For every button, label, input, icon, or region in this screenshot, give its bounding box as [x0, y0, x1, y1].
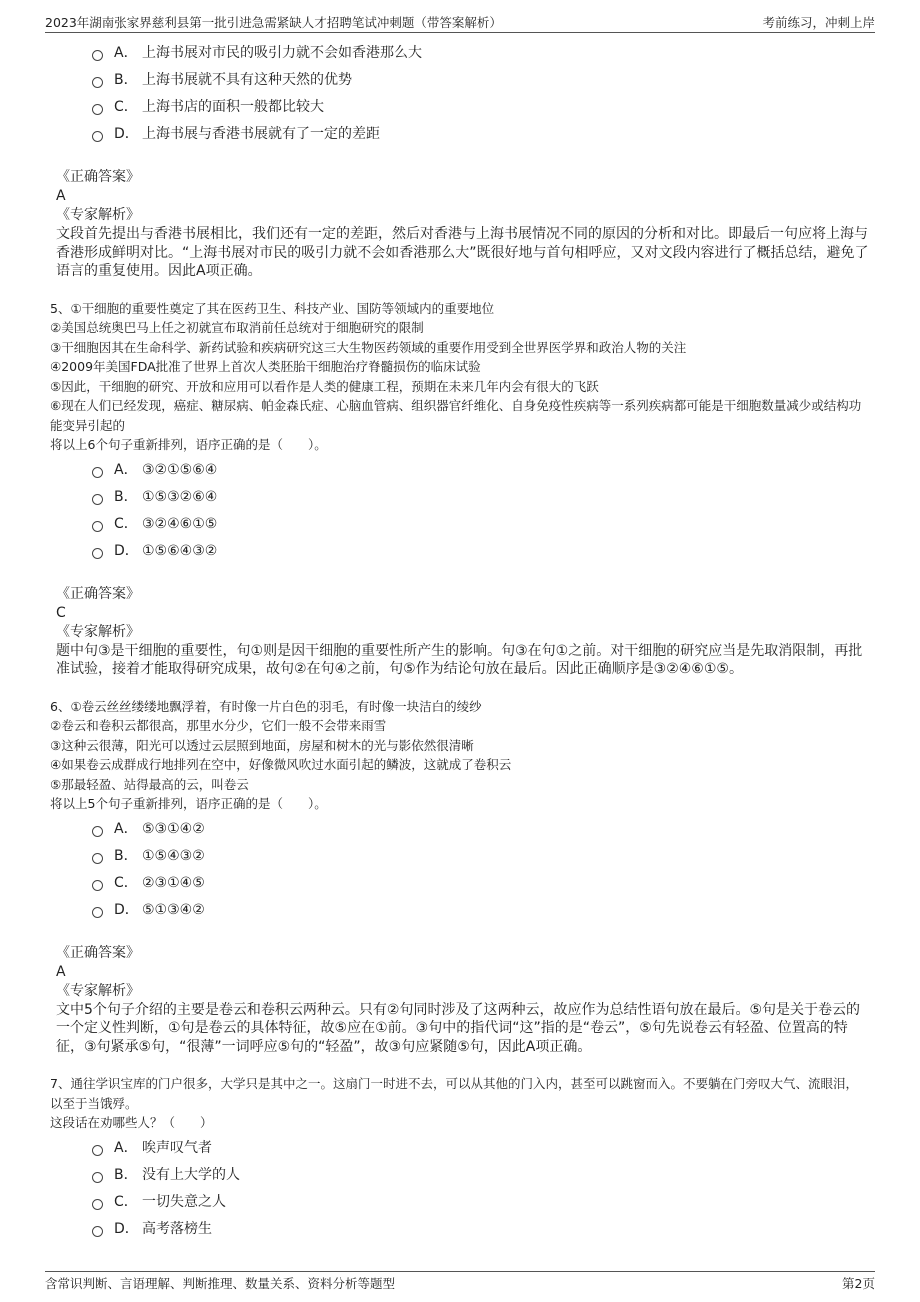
question-7 [50, 1074, 870, 1133]
q7-options [92, 1135, 870, 1243]
q5-option-c[interactable]: C． ③②④⑥①⑤ [92, 511, 870, 538]
radio-icon[interactable] [92, 1199, 103, 1210]
explanation-text: 题中句③是干细胞的重要性，句①则是因干细胞的重要性所产生的影响。句③在句①之前。对干细胞的研究应当是先取消限制，再批准试验，接着才能取得研究成果，故句②在句④之前，句⑤作为结论句放在最后。因此正确顺序是③②④⑥①⑤。 [56, 642, 863, 677]
radio-icon[interactable] [92, 467, 103, 478]
q5-option-a[interactable]: A． ③②①⑤⑥④ [92, 457, 870, 484]
sentence: ②美国总统奥巴马上任之初就宣布取消前任总统对于细胞研究的限制 [50, 320, 424, 335]
q7-option-d[interactable]: D． 高考落榜生 [92, 1216, 870, 1243]
question-prompt: 将以上6个句子重新排列，语序正确的是（ ）。 [50, 437, 327, 452]
q4-option-b[interactable]: B． 上海书展就不具有这种天然的优势 [92, 67, 870, 94]
q6-option-c[interactable]: C． ②③①④⑤ [92, 870, 870, 897]
radio-icon[interactable] [92, 50, 103, 61]
answer-value: A [56, 963, 66, 980]
question-stem: 6、①卷云丝丝缕缕地飘浮着，有时像一片白色的羽毛，有时像一块洁白的绫纱 [50, 698, 482, 714]
page-number: 第2页 [842, 1276, 875, 1291]
sentence: ⑤那最轻盈、站得最高的云，叫卷云 [50, 776, 249, 792]
q6-option-d[interactable]: D． ⑤①③④② [92, 897, 870, 924]
sentence: ⑤因此，干细胞的研究、开放和应用可以看作是人类的健康工程，预期在未来几年内会有很大的飞跃 [50, 378, 599, 394]
q7-option-b[interactable]: B． 没有上大学的人 [92, 1162, 870, 1189]
answer-label: 《正确答案》 [56, 944, 140, 961]
q6-answer-block [50, 944, 870, 1057]
header-slogan: 考前练习，冲刺上岸 [762, 15, 875, 30]
answer-label: 《正确答案》 [56, 585, 140, 602]
radio-icon[interactable] [92, 548, 103, 559]
explanation-text: 文中5个句子介绍的主要是卷云和卷积云两种云。只有②句同时涉及了这两种云，故应作为总结性语句放在最后。⑤句是关于卷云的一个定义性判断，①句是卷云的具体特征，故⑤应在①前。③句中的指代词“这”指的是“卷云”，⑤句先说卷云有轻盈、位置高的特征，③句紧承⑤句，“很薄”一词呼应⑤句的“轻盈”，故③句应紧随⑤句，因此A项正确。 [56, 1001, 861, 1055]
page-header [45, 10, 875, 33]
question-stem: 7、通往学识宝库的门户很多，大学只是其中之一。这扇门一时进不去，可以从其他的门入内，甚至可以跳窗而入。不要躺在门旁叹大气、流眼泪，以至于当饿殍。 [50, 1076, 858, 1111]
page-footer [45, 1271, 875, 1292]
question-prompt: 将以上5个句子重新排列，语序正确的是（ ）。 [50, 796, 327, 811]
sentence: ③干细胞因其在生命科学、新药试验和疾病研究这三大生物医药领域的重要作用受到全世界医学界和政治人物的关注 [50, 339, 687, 355]
question-stem: 5、①干细胞的重要性奠定了其在医药卫生、科技产业、国防等领域内的重要地位 [50, 300, 495, 316]
question-6 [50, 697, 870, 814]
radio-icon[interactable] [92, 907, 103, 918]
q5-option-d[interactable]: D． ①⑤⑥④③② [92, 538, 870, 565]
radio-icon[interactable] [92, 1145, 103, 1156]
question-5 [50, 299, 870, 455]
sentence: ③这种云很薄，阳光可以透过云层照到地面，房屋和树木的光与影依然很清晰 [50, 737, 474, 753]
q4-option-c[interactable]: C． 上海书店的面积一般都比较大 [92, 94, 870, 121]
radio-icon[interactable] [92, 826, 103, 837]
q7-option-a[interactable]: A． 唉声叹气者 [92, 1135, 870, 1162]
q4-option-a[interactable]: A． 上海书展对市民的吸引力就不会如香港那么大 [92, 40, 870, 67]
q5-option-b[interactable]: B． ①⑤③②⑥④ [92, 484, 870, 511]
radio-icon[interactable] [92, 77, 103, 88]
sentence: ④如果卷云成群成行地排列在空中，好像微风吹过水面引起的鳞波，这就成了卷积云 [50, 757, 512, 772]
radio-icon[interactable] [92, 494, 103, 505]
radio-icon[interactable] [92, 521, 103, 532]
q6-option-b[interactable]: B． ①⑤④③② [92, 843, 870, 870]
explanation-label: 《专家解析》 [56, 207, 140, 223]
radio-icon[interactable] [92, 853, 103, 864]
sentence: ②卷云和卷积云都很高，那里水分少，它们一般不会带来雨雪 [50, 718, 387, 733]
radio-icon[interactable] [92, 104, 103, 115]
sentence: ⑥现在人们已经发现，癌症、糖尿病、帕金森氏症、心脑血管病、组织器官纤维化、自身免疫性疾病等一系列疾病都可能是干细胞数量减少或结构功能变异引起的 [50, 398, 862, 433]
radio-icon[interactable] [92, 131, 103, 142]
q4-option-d[interactable]: D． 上海书展与香港书展就有了一定的差距 [92, 121, 870, 148]
question-prompt: 这段话在劝哪些人？（ ） [50, 1115, 213, 1130]
radio-icon[interactable] [92, 880, 103, 891]
q4-options [92, 40, 870, 148]
explanation-label: 《专家解析》 [56, 623, 140, 640]
answer-label: 《正确答案》 [56, 169, 140, 185]
explanation-label: 《专家解析》 [56, 982, 140, 999]
document-title: 2023年湖南张家界慈利县第一批引进急需紧缺人才招聘笔试冲刺题（带答案解析） [45, 15, 502, 30]
q4-answer-block [50, 168, 870, 281]
q6-options [92, 816, 870, 924]
q5-answer-block [50, 585, 870, 679]
explanation-text: 文段首先提出与香港书展相比，我们还有一定的差距，然后对香港与上海书展情况不同的原因的分析和对比。即最后一句应将上海与香港形成鲜明对比。“上海书展对市民的吸引力就不会如香港那么大”既很好地与首句相呼应，又对文段内容进行了概括总结，避免了语言的重复使用。因此A项正确。 [56, 226, 869, 279]
sentence: ④2009年美国FDA批准了世界上首次人类胚胎干细胞治疗脊髓损伤的临床试验 [50, 359, 481, 374]
q6-option-a[interactable]: A． ⑤③①④② [92, 816, 870, 843]
q7-option-c[interactable]: C． 一切失意之人 [92, 1189, 870, 1216]
radio-icon[interactable] [92, 1172, 103, 1183]
answer-value: A [56, 188, 66, 204]
answer-value: C [56, 604, 66, 621]
page-content [50, 40, 870, 1243]
radio-icon[interactable] [92, 1226, 103, 1237]
q5-options [92, 457, 870, 565]
footer-topics: 含常识判断、言语理解、判断推理、数量关系、资料分析等题型 [45, 1276, 396, 1291]
